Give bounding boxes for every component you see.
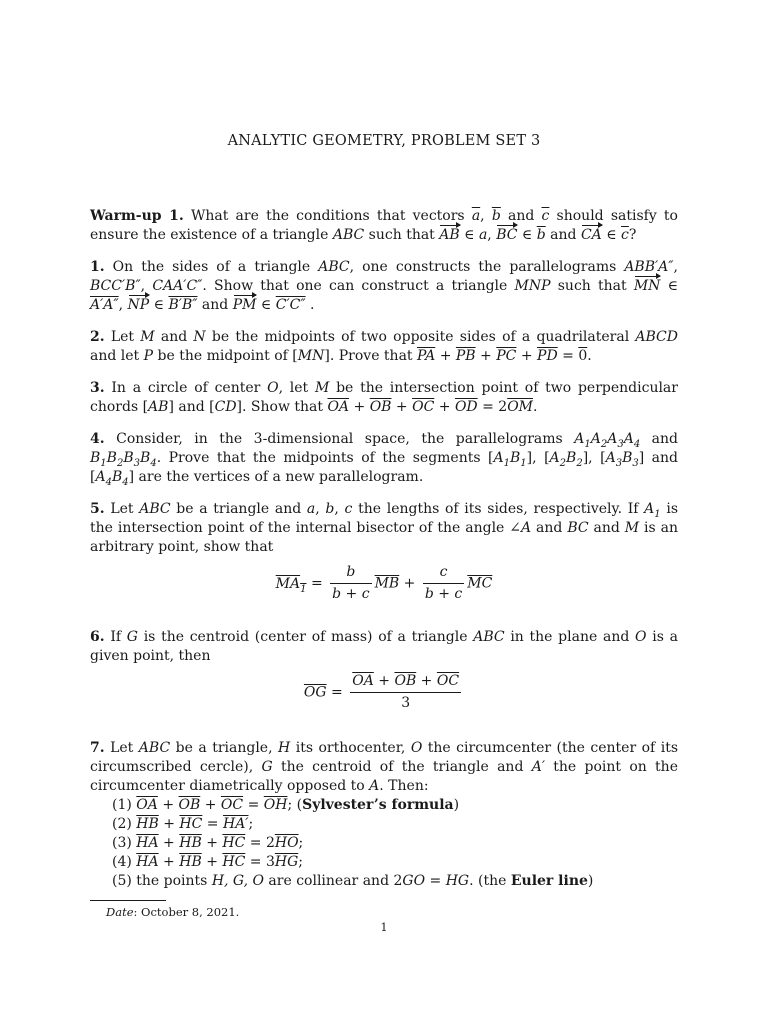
footnote-rule (90, 900, 166, 901)
list-item: (2) $\overline{HB} + \overline{HC} = HA'$; (112, 816, 254, 832)
list-item: (4) $\overline{HA} + \overline{HB} + \overline{HC} = 3\overline{HG}$; (112, 854, 303, 870)
warmup-label: Warm-up 1. (90, 208, 184, 224)
problem-set-body (90, 207, 678, 904)
footnote-date: October 8, 2021. (141, 905, 240, 919)
page-number: 1 (380, 921, 388, 934)
list-item: (1) $\overline{OA} + \overline{OB} + \overline{OC} = \overline{OH}$; (Sylvester’s formula) (112, 797, 460, 813)
problem-7-items (112, 796, 678, 891)
problem-7: 7. Let ABC be a triangle, H its orthocenter, O the circumcenter (the center of its circumscribed cercle), G the centroid of the triangle and A′ the point on the circumcenter diametrically opposed to A. Then: (1) $\overline{OA} + \overline{OB} + \overline{OC} = \overline{OH}$; (Sylvester’s formula) (2) $\overline{HB} + \overline{HC} = HA'$; (3) $\overline{HA} + \overline{HB} + \overline{HC} = 2\overline{HO}$; (4) $\overline{HA} + \overline{HB} + \overline{HC} = 3\overline{HG}$; (5) the points H, G, O are collinear and 2GO = HG. (the Euler line) (90, 740, 679, 889)
problem-3: 3. In a circle of center O, let M be the intersection point of two perpendicular chords [AB] and [CD]. Show that $\overline{OA} + \overline{OB} + \overline{OC} + \overline{OD} = 2\overline{OM}$. (90, 380, 678, 415)
list-item: (5) the points H, G, O are collinear and 2GO = HG. (the Euler line) (112, 873, 594, 889)
formula-6: $\overline{OG}$ = $\frac{\overline{OA} + \overline{OB} + \overline{OC}}{3}$ (303, 673, 460, 711)
list-item: (3) $\overline{HA} + \overline{HB} + \overline{HC} = 2\overline{HO}$; (112, 835, 304, 851)
page-title: ANALYTIC GEOMETRY, PROBLEM SET 3 (227, 133, 541, 149)
problem-5: 5. Let ABC be a triangle and a, b, c the lengths of its sides, respectively. If $A_1$ is the intersection point of the internal bisector of the angle ∠A and BC and M is an arbitrary point, show that $MA_1$ = $\frac{b}{b + c}$ $\overline{MB}$ + $\frac{c}{b + c}$ $\overline{MC}$ (90, 501, 678, 602)
footnote-label: Date (106, 905, 134, 919)
problem-6: 6. If G is the centroid (center of mass) of a triangle ABC in the plane and O is a given point, then $\overline{OG}$ = $\frac{\overline{OA} + \overline{OB} + \overline{OC}}{3}$ (90, 629, 678, 711)
problem-2: 2. Let M and N be the midpoints of two opposite sides of a quadrilateral ABCD and let P be the midpoint of [MN]. Prove that $\overline{PA} + \overline{PB} + \overline{PC} + \overline{PD} = 0$. (90, 329, 678, 364)
warmup-1: Warm-up 1. What are the conditions that vectors $\overline{a}$, $\overline{b}$ and $\overline{c}$ should satisfy to ensure the existence of a triangle ABC such that AB ∈ a, BC ∈ $\overline{b}$ and CA ∈ $\overline{c}$? (90, 208, 678, 243)
problem-4: 4. Consider, in the 3-dimensional space, the parallelograms $A_1A_2A_3A_4$ and $B_1B_2B_3B_4$. Prove that the midpoints of the segments $[A_1B_1]$, $[A_2B_2]$, $[A_3B_3]$ and $[A_4B_4]$ are the vertices of a new parallelogram. (90, 431, 679, 488)
problem-1: 1. On the sides of a triangle ABC, one constructs the parallelograms ABB′A″, BCC′B″, CAA′C″. Show that one can construct a triangle MNP such that MN ∈ A′A″, NP ∈ B′B″ and PM ∈ C′C″ . (90, 259, 678, 313)
footnote: Date: October 8, 2021. (106, 905, 240, 919)
formula-5: $MA_1$ = $\frac{b}{b + c}$ $\overline{MB}$ + $\frac{c}{b + c}$ $\overline{MC}$ (275, 564, 493, 602)
